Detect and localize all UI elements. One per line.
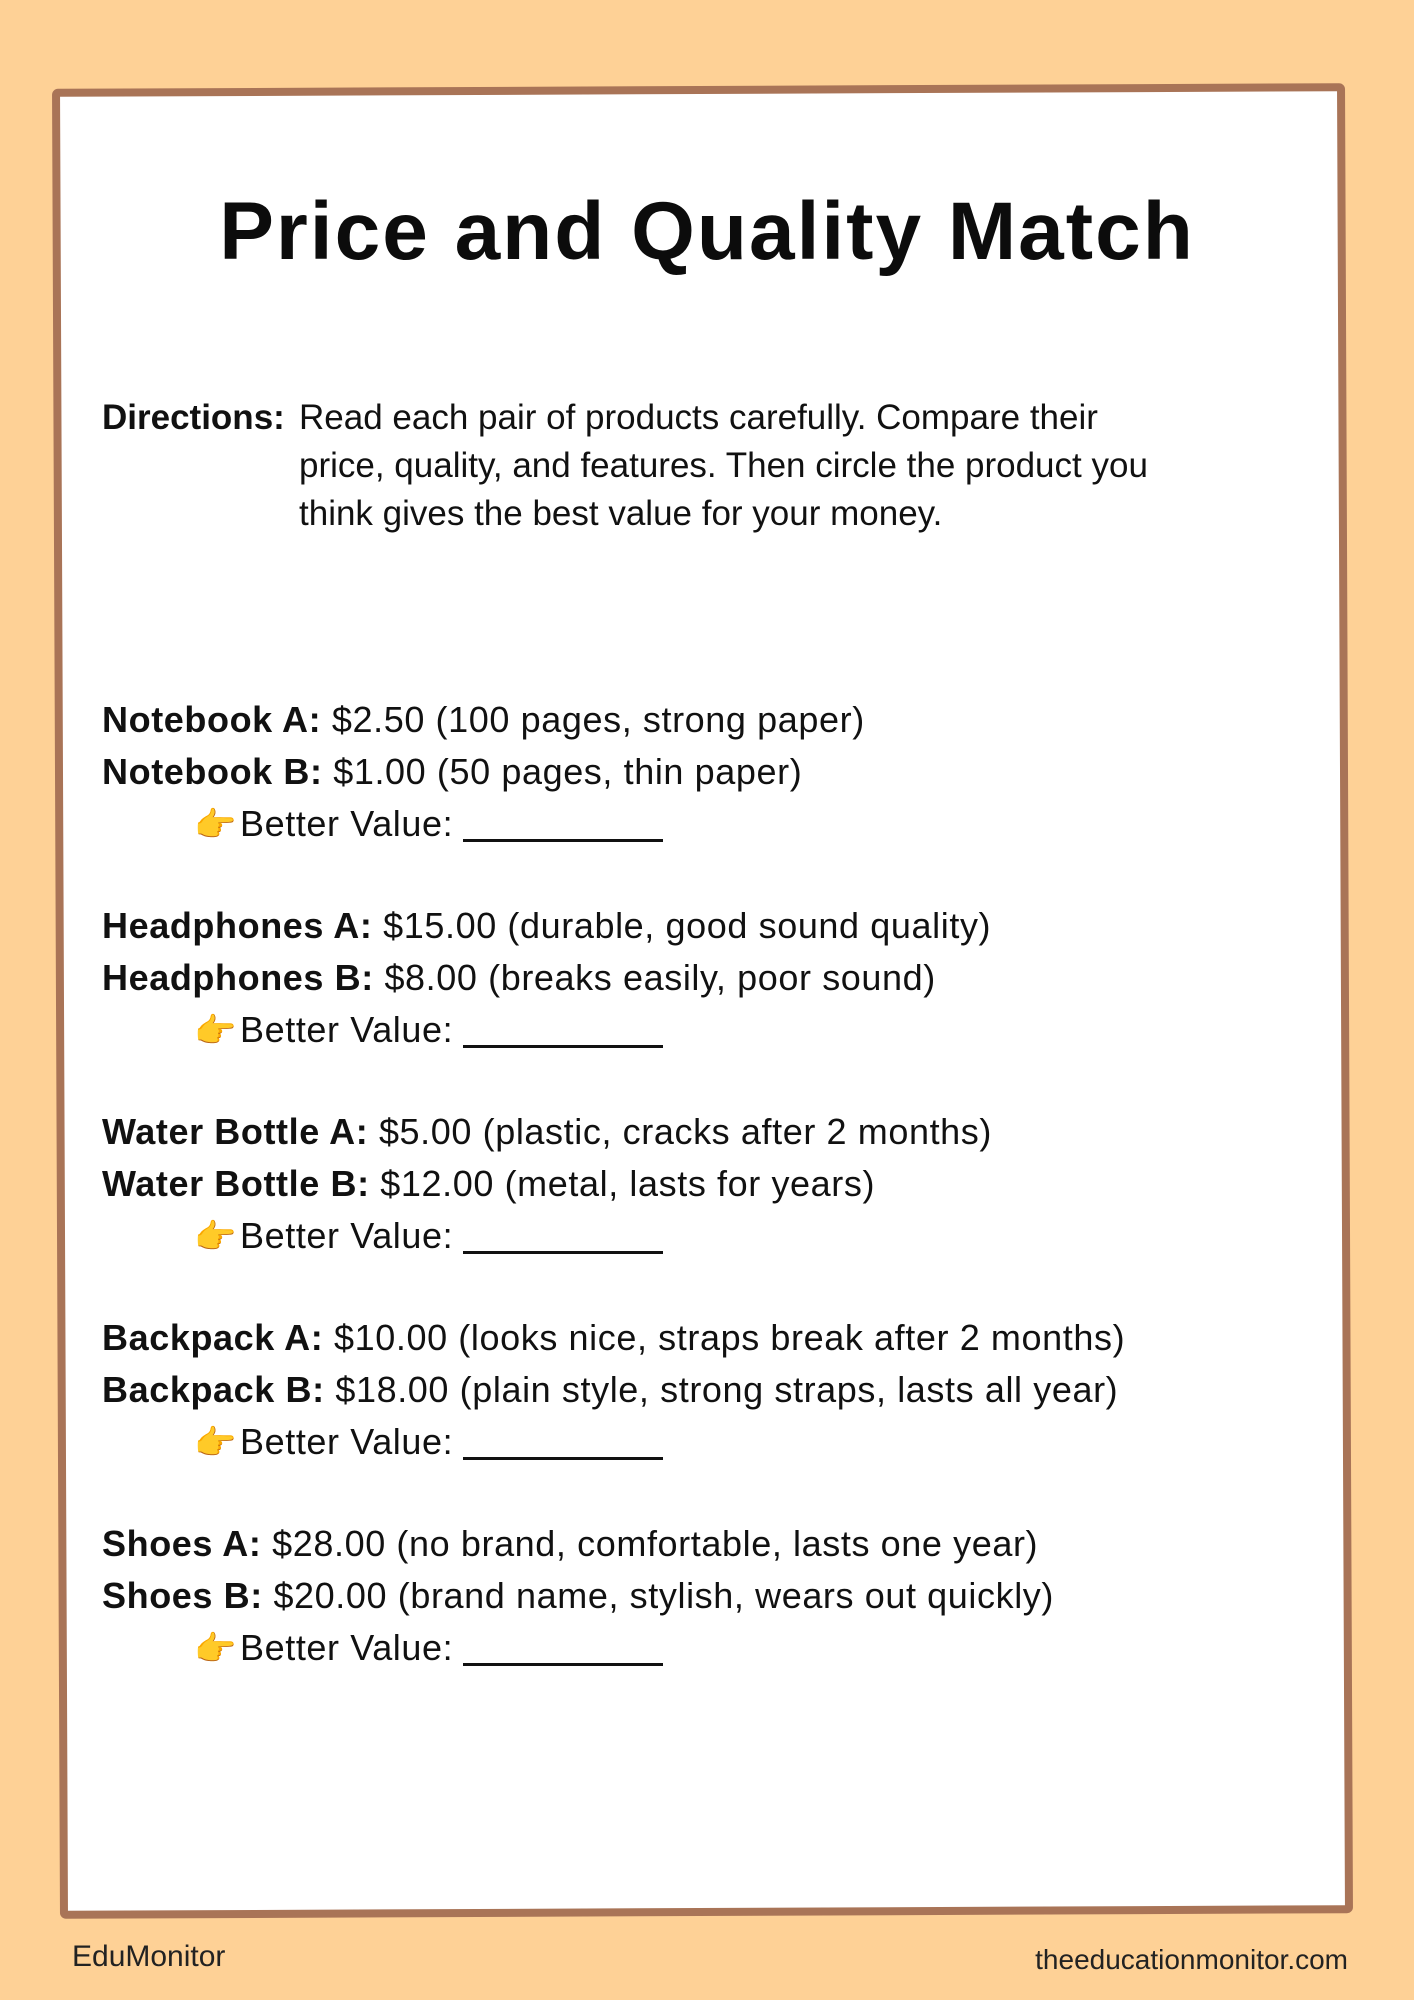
- product-b-desc: $1.00 (50 pages, thin paper): [333, 751, 803, 792]
- better-value-row: [102, 1416, 1342, 1468]
- product-b-name: Shoes B:: [102, 1575, 263, 1616]
- product-b-name: Water Bottle B:: [102, 1163, 370, 1204]
- product-a-line: [102, 900, 1342, 952]
- product-b-desc: $20.00 (brand name, stylish, wears out quickly): [273, 1575, 1054, 1616]
- product-b-name: Headphones B:: [102, 957, 374, 998]
- product-b-line: [102, 1570, 1342, 1622]
- product-pair: [102, 900, 1342, 1106]
- product-b-desc: $12.00 (metal, lasts for years): [380, 1163, 876, 1204]
- pointing-hand-icon: 👉: [194, 806, 237, 844]
- pointing-hand-icon: 👉: [194, 1218, 237, 1256]
- pointing-hand-icon: 👉: [194, 1012, 237, 1050]
- pointing-hand-icon: 👉: [194, 1424, 237, 1462]
- product-a-line: [102, 1106, 1342, 1158]
- answer-blank[interactable]: [463, 1629, 663, 1666]
- answer-blank[interactable]: [463, 1011, 663, 1048]
- answer-blank[interactable]: [463, 805, 663, 842]
- product-list: [102, 694, 1342, 1724]
- product-pair: [102, 1312, 1342, 1518]
- product-a-name: Headphones A:: [102, 905, 373, 946]
- pointing-hand-icon: 👉: [194, 1630, 237, 1668]
- answer-blank[interactable]: [463, 1423, 663, 1460]
- footer-brand: EduMonitor: [72, 1940, 226, 1973]
- better-value-label: Better Value:: [240, 1009, 454, 1050]
- directions-label: Directions:: [102, 398, 285, 437]
- answer-blank[interactable]: [463, 1217, 663, 1254]
- product-a-name: Shoes A:: [102, 1523, 262, 1564]
- better-value-label: Better Value:: [240, 1627, 454, 1668]
- product-a-desc: $28.00 (no brand, comfortable, lasts one year): [272, 1523, 1039, 1564]
- better-value-label: Better Value:: [240, 803, 454, 844]
- product-a-desc: $2.50 (100 pages, strong paper): [331, 699, 865, 740]
- better-value-row: [102, 1210, 1342, 1262]
- footer-website[interactable]: theeducationmonitor.com: [1035, 1944, 1348, 1975]
- product-a-line: [102, 1312, 1342, 1364]
- better-value-label: Better Value:: [240, 1215, 454, 1256]
- product-a-line: [102, 1518, 1342, 1570]
- product-b-line: [102, 746, 1342, 798]
- directions-text: Read each pair of products carefully. Compare their price, quality, and features. Then circle the product you think gives the best value for your money.: [299, 398, 1148, 533]
- better-value-row: [102, 1622, 1342, 1674]
- product-b-name: Backpack B:: [102, 1369, 325, 1410]
- product-a-name: Backpack A:: [102, 1317, 324, 1358]
- product-a-line: [102, 694, 1342, 746]
- product-b-line: [102, 1364, 1342, 1416]
- product-a-name: Water Bottle A:: [102, 1111, 369, 1152]
- product-a-desc: $15.00 (durable, good sound quality): [383, 905, 992, 946]
- product-b-line: [102, 1158, 1342, 1210]
- product-b-desc: $8.00 (breaks easily, poor sound): [384, 957, 936, 998]
- product-a-desc: $5.00 (plastic, cracks after 2 months): [378, 1111, 992, 1152]
- product-pair: [102, 694, 1342, 900]
- product-pair: [102, 1106, 1342, 1312]
- directions: [102, 394, 1202, 538]
- product-b-name: Notebook B:: [102, 751, 323, 792]
- product-b-line: [102, 952, 1342, 1004]
- product-a-desc: $10.00 (looks nice, straps break after 2 months): [333, 1317, 1126, 1358]
- better-value-row: [102, 798, 1342, 850]
- product-pair: [102, 1518, 1342, 1724]
- page-title: Price and Quality Match: [219, 186, 1195, 277]
- product-a-name: Notebook A:: [102, 699, 322, 740]
- better-value-row: [102, 1004, 1342, 1056]
- product-b-desc: $18.00 (plain style, strong straps, lasts all year): [335, 1369, 1119, 1410]
- better-value-label: Better Value:: [240, 1421, 454, 1462]
